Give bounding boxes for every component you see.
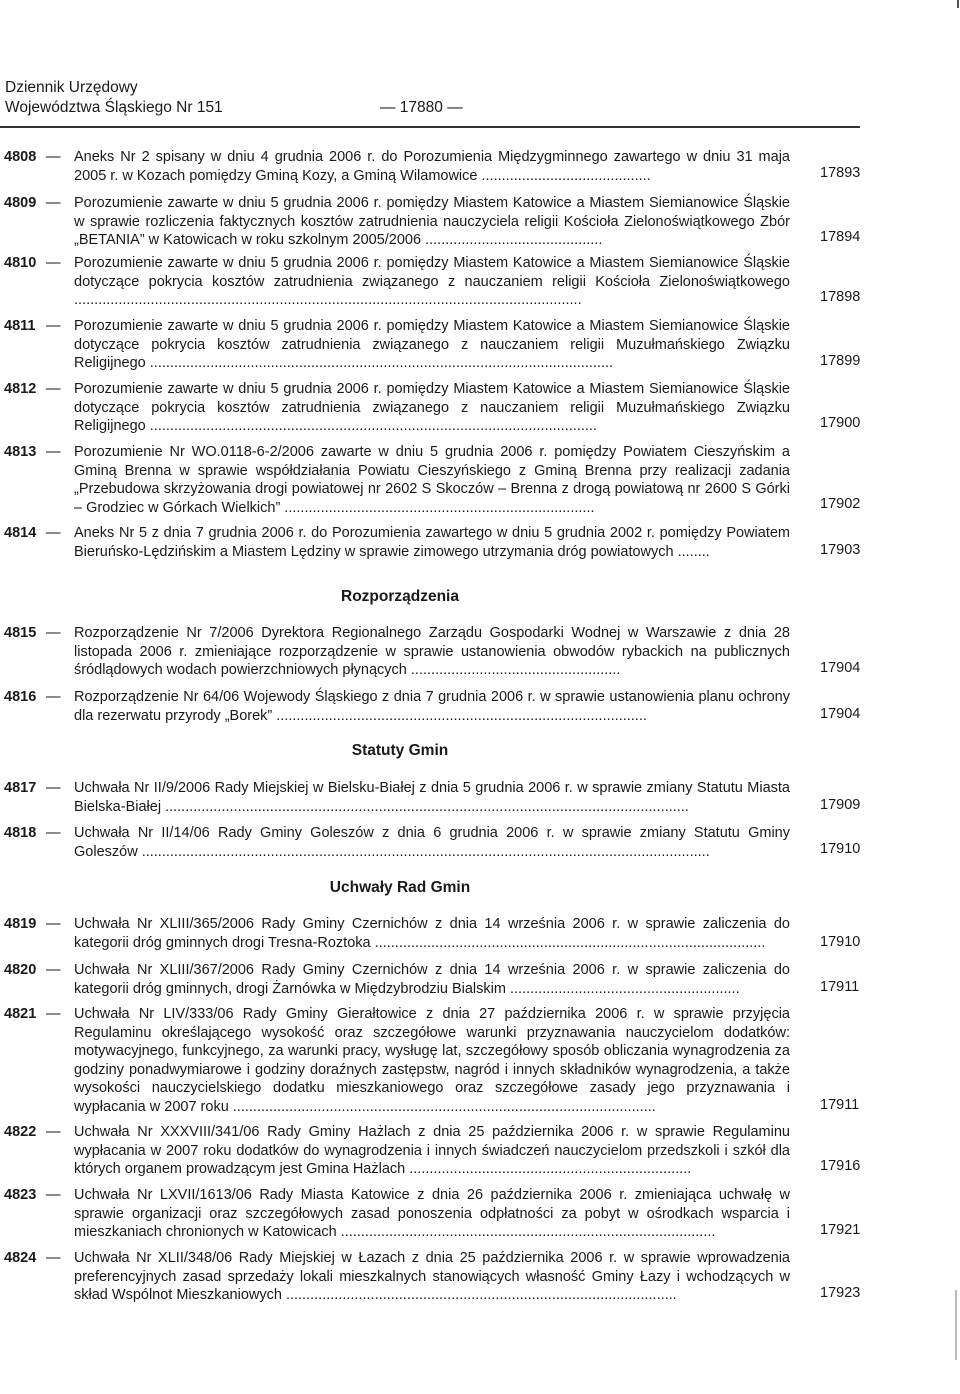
entry-page: 17921 [820,1222,861,1238]
entry-title: Uchwała Nr XLIII/367/2006 Rady Gminy Czernichów z dnia 14 września 2006 r. w sprawie zaliczenia do kategorii dróg gminnych, drogi Żarnówka w Międzybrodziu Bialskim ......................................................... [74,962,790,997]
section-heading-statuty: Statuty Gmin [351,742,449,759]
entry-dash: — [46,381,61,397]
entry-number: 4821 [4,1006,37,1022]
entry-number: 4809 [4,195,37,211]
entry-number: 4823 [4,1187,37,1203]
entry-page: 17893 [820,165,861,181]
entry-title: Uchwała Nr XLIII/365/2006 Rady Gminy Czernichów z dnia 14 września 2006 r. w sprawie zaliczenia do kategorii dróg gminnych drogi Tresna-Roztoka ................................................................................................. [74,916,790,951]
entry-title: Porozumienie zawarte w dniu 5 grudnia 2006 r. pomiędzy Miastem Katowice a Miastem Siemianowice Śląskie dotyczące pokrycia kosztów zatrudnienia związanego z nauczaniem religii Muzułmańskiego Związku Religijnego ................................................................................................................... [74,318,790,371]
entry-dash: — [46,525,61,541]
entry-number: 4810 [4,255,37,271]
entry-title: Uchwała Nr XLII/348/06 Rady Miejskiej w Łazach z dnia 25 października 2006 r. w sprawie wprowadzenia preferencyjnych zasad sprzedaży lokali mieszkalnych stanowiących własność Gminy Łazy i wchodzących w skład Wspólnot Mieszkaniowych ................................................................................................. [74,1250,790,1303]
entry-number: 4820 [4,962,37,978]
header-title-line2: Województwa Śląskiego Nr 151 [5,99,223,116]
entry-number: 4813 [4,444,37,460]
entry-page: 17902 [820,496,861,512]
entry-dash: — [46,689,61,705]
entry-number: 4818 [4,825,37,841]
entry-title: Porozumienie Nr WO.0118-6-2/2006 zawarte w dniu 5 grudnia 2006 r. pomiędzy Powiatem Cieszyńskim a Gminą Brenna w sprawie współdziałania Powiatu Cieszyńskiego z Gminą Brenna przy realizacji zadania „Przebudowa skrzyżowania drogi powiatowej nr 2602 S Skoczów – Brenna z drogą powiatową nr 2600 S Górki – Grodziec w Górkach Wielkich” ............................................................................. [74,444,790,516]
entry-title: Uchwała Nr II/14/06 Rady Gminy Goleszów z dnia 6 grudnia 2006 r. w sprawie zmiany Statutu Gminy Goleszów ............................................................................................................................................. [74,825,790,860]
entry-title: Porozumienie zawarte w dniu 5 grudnia 2006 r. pomiędzy Miastem Katowice a Miastem Siemianowice Śląskie dotyczące pokrycia kosztów zatrudnienia związanego z nauczaniem religii Muzułmańskiego Związku Religijnego ............................................................................................................... [74,381,790,434]
entry-title: Uchwała Nr LXVII/1613/06 Rady Miasta Katowice z dnia 26 października 2006 r. zmieniająca uchwałę w sprawie organizacji oraz szczegółowych zasad ponoszenia odpłatności za pobyt w ośrodkach wsparcia i mieszkaniach chronionych w Katowicach ............................................................................................. [74,1187,790,1240]
entry-page: 17911 [820,1097,860,1113]
entry-dash: — [46,1250,61,1266]
entry-number: 4824 [4,1250,37,1266]
entry-title: Rozporządzenie Nr 64/06 Wojewody Śląskiego z dnia 7 grudnia 2006 r. w sprawie ustanowienia planu ochrony dla rezerwatu przyrody „Borek” ............................................................................................ [74,689,790,724]
entry-page: 17911 [820,979,860,995]
section-heading-rozporzadzenia: Rozporządzenia [341,588,459,605]
entry-page: 17910 [820,841,861,857]
entry-page: 17916 [820,1158,861,1174]
entry-page: 17909 [820,797,861,813]
section-heading-uchwaly: Uchwały Rad Gmin [329,879,471,896]
entry-page: 17904 [820,706,861,722]
entry-number: 4814 [4,525,37,541]
entry-title: Porozumienie zawarte w dniu 5 grudnia 2006 r. pomiędzy Miastem Katowice a Miastem Siemianowice Śląskie dotyczące pokrycia kosztów zatrudnienia związanego z nauczaniem religii Kościoła Zielonoświątkowego .............................................................................................................................. [74,255,790,308]
entry-dash: — [46,1187,61,1203]
entry-title: Uchwała Nr XXXVIII/341/06 Rady Gminy Hażlach z dnia 25 października 2006 r. w sprawie Regulaminu wypłacania w 2007 roku dodatków do wynagrodzenia i innych świadczeń nauczycielom przedszkoli i szkół dla których organem prowadzącym jest Gmina Hażlach ...................................................................... [74,1124,790,1177]
entry-page: 17923 [820,1285,861,1301]
entry-dash: — [46,444,61,460]
entry-page: 17894 [820,229,861,245]
entry-number: 4811 [4,318,36,334]
entry-title: Porozumienie zawarte w dniu 5 grudnia 2006 r. pomiędzy Miastem Katowice a Miastem Siemianowice Śląskie w sprawie rozliczenia faktycznych kosztów zatrudnienia nauczyciela religii Kościoła Zielonoświątkowego Zbór „BETANIA” w Katowicach w roku szkolnym 2005/2006 ............................................ [74,195,790,248]
entry-page: 17899 [820,353,861,369]
entry-dash: — [46,962,61,978]
entry-dash: — [46,780,61,796]
entry-number: 4819 [4,916,37,932]
entry-page: 17900 [820,415,861,431]
entry-page: 17904 [820,660,861,676]
header-title-line1: Dziennik Urzędowy [5,79,138,96]
entry-page: 17903 [820,542,861,558]
corner-mark [957,0,959,8]
entry-dash: — [46,1006,61,1022]
header-title-line2-row [5,98,865,118]
entry-dash: — [46,255,61,271]
entry-dash: — [46,625,61,641]
entry-number: 4808 [4,149,37,165]
page-header [5,78,865,118]
entry-number: 4816 [4,689,37,705]
entry-number: 4822 [4,1124,37,1140]
entry-page: 17898 [820,289,861,305]
entry-title: Aneks Nr 2 spisany w dniu 4 grudnia 2006 r. do Porozumienia Międzygminnego zawartego w dniu 31 maja 2005 r. w Kozach pomiędzy Gminą Kozy, a Gminą Wilamowice .......................................... [74,149,790,184]
entry-dash: — [46,825,61,841]
entry-title: Uchwała Nr II/9/2006 Rady Miejskiej w Bielsku-Białej z dnia 5 grudnia 2006 r. w sprawie zmiany Statutu Miasta Bielska-Białej .................................................................................................................................. [74,780,790,815]
entry-title: Uchwała Nr LIV/333/06 Rady Gminy Gierałtowice z dnia 27 października 2006 r. w sprawie przyjęcia Regulaminu określającego wysokość oraz szczegółowe warunki przyznawania nauczycielom dodatków: motywacyjnego, funkcyjnego, za warunki pracy, wysługę lat, szczegółowy sposób obliczania wynagrodzenia za godziny ponadwymiarowe i godziny doraźnych zastępstw, nagród i innych składników wynagrodzenia, a także wysokości nauczycielskiego dodatku mieszkaniowego oraz szczegółowe zasady jego przyznawania i wypłacania w 2007 roku ......................................................................................................... [74,1006,790,1115]
header-rule [0,126,860,128]
entry-dash: — [46,149,61,165]
entry-dash: — [46,916,61,932]
entry-number: 4812 [4,381,37,397]
header-page-number: — 17880 — [380,99,463,116]
margin-mark [955,1290,957,1360]
entry-number: 4817 [4,780,37,796]
entry-dash: — [46,1124,61,1140]
entry-title: Rozporządzenie Nr 7/2006 Dyrektora Regionalnego Zarządu Gospodarki Wodnej w Warszawie z dnia 28 listopada 2006 r. zmieniające rozporządzenie w sprawie ustanowienia obwodów rybackich na publicznych śródlądowych wodach powierzchniowych płynących .................................................... [74,625,790,678]
entry-title: Aneks Nr 5 z dnia 7 grudnia 2006 r. do Porozumienia zawartego w dniu 5 grudnia 2002 r. pomiędzy Powiatem Bieruńsko-Lędzińskim a Miastem Lędziny w sprawie zimowego utrzymania dróg powiatowych ........ [74,525,790,560]
entry-number: 4815 [4,625,37,641]
entry-page: 17910 [820,934,861,950]
entry-dash: — [46,318,61,334]
entry-dash: — [46,195,61,211]
